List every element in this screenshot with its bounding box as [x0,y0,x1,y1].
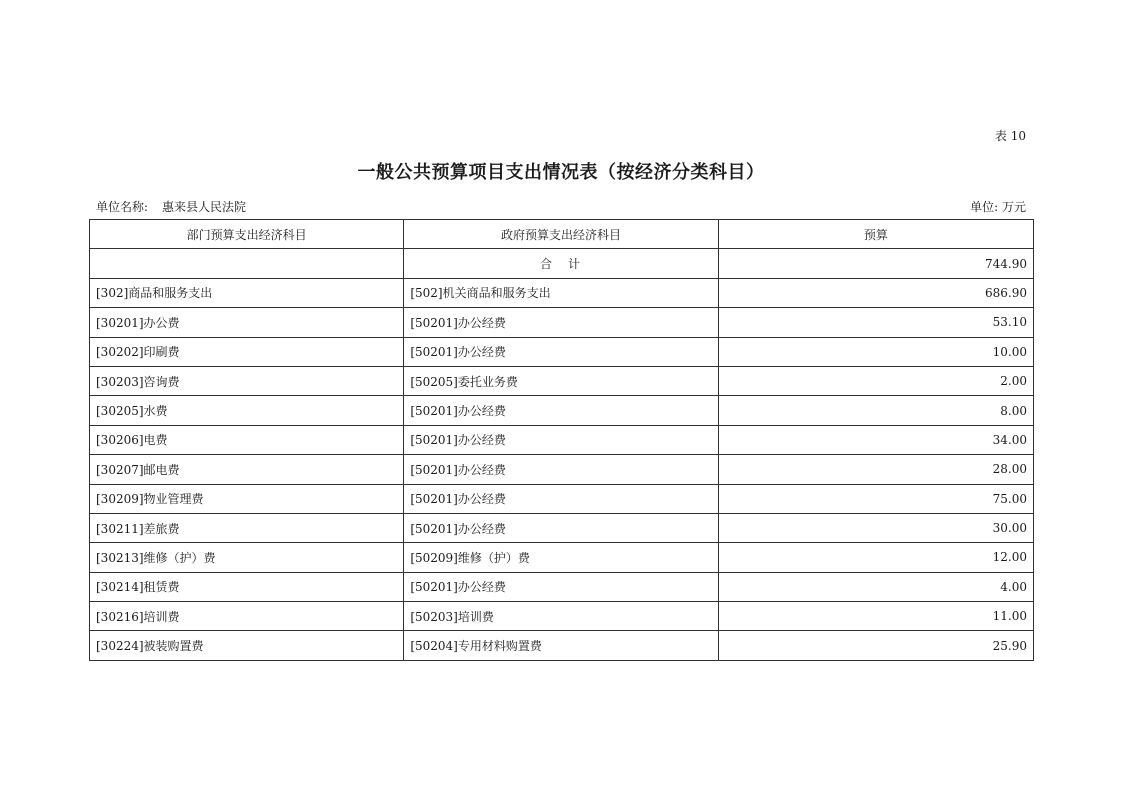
total-budget: 744.90 [718,249,1033,278]
gov-item: [50201]办公经费 [404,513,718,542]
table-row [90,484,1034,513]
budget-value: 25.90 [718,631,1033,660]
table-row [90,513,1034,542]
gov-item: [50201]办公经费 [404,484,718,513]
budget-value: 4.00 [718,572,1033,601]
dept-item: [30206]电费 [90,425,404,454]
budget-value: 30.00 [718,513,1033,542]
unit-name-value: 惠来县人民法院 [162,200,247,214]
table-row [90,337,1034,366]
dept-item: [30224]被装购置费 [90,631,404,660]
dept-item: [30202]印刷费 [90,337,404,366]
budget-table [89,219,1034,661]
gov-item: [50203]培训费 [404,602,718,631]
table-row [90,572,1034,601]
total-dept [90,249,404,278]
meta-row [96,198,1026,215]
gov-item: [50201]办公经费 [404,425,718,454]
header-dept: 部门预算支出经济科目 [90,220,404,249]
table-row [90,543,1034,572]
budget-value: 2.00 [718,366,1033,395]
table-row [90,455,1034,484]
table-row [90,278,1034,307]
budget-value: 34.00 [718,425,1033,454]
dept-item: [30211]差旅费 [90,513,404,542]
unit-name-label: 单位名称: [96,200,149,214]
budget-value: 10.00 [718,337,1033,366]
gov-item: [502]机关商品和服务支出 [404,278,718,307]
budget-value: 53.10 [718,308,1033,337]
dept-item: [30207]邮电费 [90,455,404,484]
gov-item: [50201]办公经费 [404,455,718,484]
gov-item: [50205]委托业务费 [404,366,718,395]
gov-item: [50201]办公经费 [404,396,718,425]
budget-value: 11.00 [718,602,1033,631]
dept-item: [302]商品和服务支出 [90,278,404,307]
budget-value: 75.00 [718,484,1033,513]
total-row [90,249,1034,278]
budget-value: 8.00 [718,396,1033,425]
page-title: 一般公共预算项目支出情况表（按经济分类科目） [357,162,765,183]
gov-item: [50201]办公经费 [404,572,718,601]
table-row [90,366,1034,395]
dept-item: [30216]培训费 [90,602,404,631]
header-gov: 政府预算支出经济科目 [404,220,718,249]
unit-label: 单位: 万元 [970,200,1026,214]
gov-item: [50201]办公经费 [404,308,718,337]
table-number: 表 10 [994,129,1026,143]
budget-value: 686.90 [718,278,1033,307]
table-row [90,425,1034,454]
dept-item: [30205]水费 [90,396,404,425]
dept-item: [30201]办公费 [90,308,404,337]
total-label: 合 计 [404,249,718,278]
table-header-row [90,220,1034,249]
gov-item: [50209]维修（护）费 [404,543,718,572]
gov-item: [50201]办公经费 [404,337,718,366]
table-row [90,631,1034,660]
unit-name-block [96,198,246,215]
dept-item: [30214]租赁费 [90,572,404,601]
budget-value: 12.00 [718,543,1033,572]
dept-item: [30203]咨询费 [90,366,404,395]
gov-item: [50204]专用材料购置费 [404,631,718,660]
table-row [90,396,1034,425]
table-row [90,308,1034,337]
dept-item: [30213]维修（护）费 [90,543,404,572]
table-row [90,602,1034,631]
header-budget: 预算 [718,220,1033,249]
budget-value: 28.00 [718,455,1033,484]
dept-item: [30209]物业管理费 [90,484,404,513]
